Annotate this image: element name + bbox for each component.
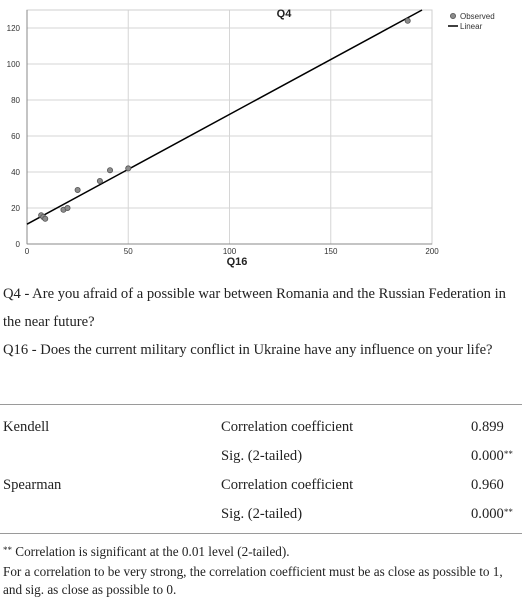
chart-title: Q4 xyxy=(276,8,292,20)
y-tick-label: 80 xyxy=(11,96,20,105)
table-top-rule xyxy=(0,404,522,405)
observed-point xyxy=(126,166,131,171)
observed-point xyxy=(107,168,112,173)
data-points xyxy=(39,18,411,221)
legend-observed-marker xyxy=(450,13,455,18)
y-tick-label: 100 xyxy=(6,60,20,69)
x-tick-label: 150 xyxy=(324,247,338,256)
stat-label: Sig. (2-tailed) xyxy=(221,448,303,464)
legend-linear-label: Linear xyxy=(460,22,483,31)
stat-value-number: 0.899 xyxy=(471,419,504,435)
scatter-chart xyxy=(0,0,522,268)
stat-value xyxy=(471,447,513,465)
stat-label: Sig. (2-tailed) xyxy=(221,506,303,522)
x-tick-label: 200 xyxy=(425,247,439,256)
y-tick-label: 120 xyxy=(6,24,20,33)
stat-label: Correlation coefficient xyxy=(221,419,354,435)
footnote-mark: ** xyxy=(503,507,513,517)
y-tick-label: 60 xyxy=(11,132,20,141)
linear-fit-line xyxy=(27,10,422,224)
observed-point xyxy=(75,187,80,192)
stat-value-number: 0.000 xyxy=(471,506,504,522)
question-q4: Q4 - Are you afraid of a possible war between Romania and the Russian Federation in the near future? xyxy=(3,286,506,330)
x-axis-label: Q16 xyxy=(226,256,248,268)
fit-line-layer xyxy=(27,10,422,224)
y-tick-label: 40 xyxy=(11,168,20,177)
legend-observed-label: Observed xyxy=(460,12,495,21)
table-bottom-rule xyxy=(0,533,522,534)
question-q16: Q16 - Does the current military conflict in Ukraine have any influence on your life? xyxy=(3,342,493,358)
footnote-interpretation: For a correlation to be very strong, the correlation coefficient must be as close as possible to 1, and sig. as close as possible to 0. xyxy=(3,564,503,597)
observed-point xyxy=(405,18,410,23)
observed-point xyxy=(43,216,48,221)
legend xyxy=(448,12,495,31)
footnote-significance-text: Correlation is significant at the 0.01 level (2-tailed). xyxy=(15,544,290,559)
x-tick-label: 100 xyxy=(222,247,237,256)
footnote-significance xyxy=(3,543,521,561)
method-label: Kendell xyxy=(3,419,50,435)
method-label: Spearman xyxy=(3,477,62,493)
tick-labels xyxy=(7,24,440,256)
y-tick-label: 20 xyxy=(11,204,20,213)
y-tick-label: 0 xyxy=(15,240,20,249)
stat-value-number: 0.960 xyxy=(471,477,504,493)
footnote-mark: ** xyxy=(503,449,513,459)
x-tick-label: 0 xyxy=(24,247,30,256)
stat-value xyxy=(471,505,513,523)
stat-label: Correlation coefficient xyxy=(221,477,354,493)
x-tick-label: 50 xyxy=(123,247,133,256)
stat-value-number: 0.000 xyxy=(471,448,504,464)
observed-point xyxy=(65,205,70,210)
observed-point xyxy=(97,178,102,183)
footnote-mark: ** xyxy=(3,545,12,555)
stat-value xyxy=(471,418,504,436)
grid-lines xyxy=(27,10,432,244)
stat-value xyxy=(471,476,504,494)
